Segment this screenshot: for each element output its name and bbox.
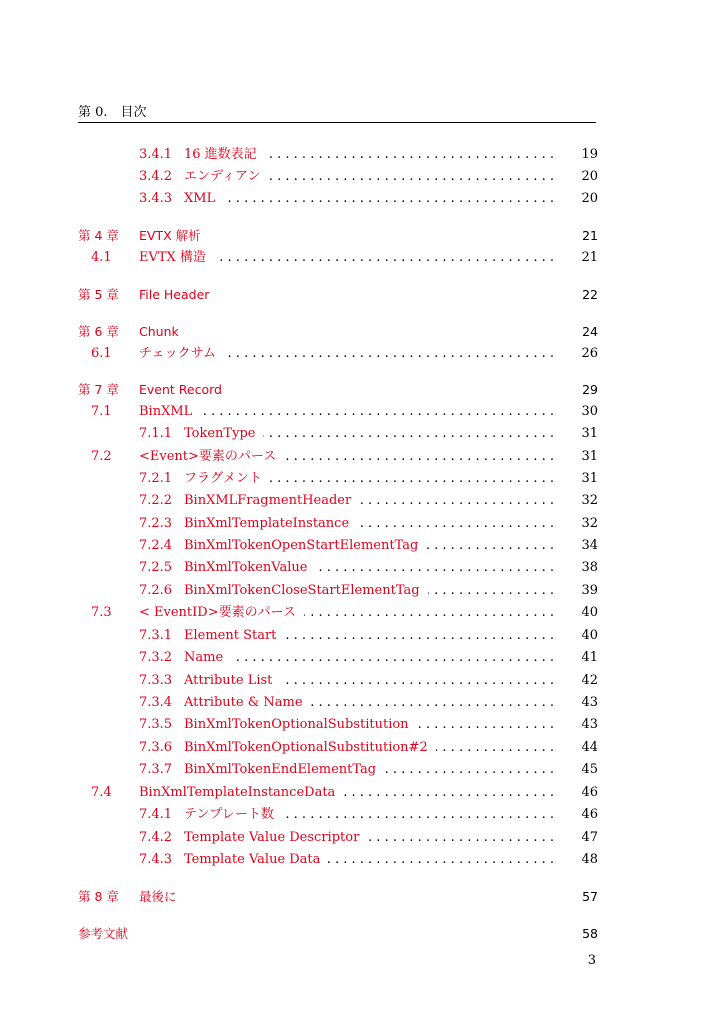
toc-entry-title: Template Value Data <box>184 852 321 867</box>
toc-entry-number: 7.3.7 <box>139 762 173 777</box>
toc-entry-number: 7.2 <box>91 449 112 464</box>
toc-entry-title: Attribute List <box>184 673 273 688</box>
toc-entry-page: 40 <box>581 628 598 643</box>
dot-leader <box>282 805 554 825</box>
toc-entry-title: BinXmlTokenCloseStartElementTag <box>184 583 420 598</box>
toc-entry-page: 19 <box>581 147 598 162</box>
toc-entry-title: BinXmlTokenOpenStartElementTag <box>184 538 419 553</box>
toc-entry-page: 20 <box>581 169 598 184</box>
toc-entry-number: 7.4 <box>91 785 112 800</box>
toc-entry-page: 26 <box>581 346 598 361</box>
toc-entry-page: 45 <box>581 762 598 777</box>
dot-leader <box>357 514 554 534</box>
toc-entry-title: 参考文献 <box>78 926 129 941</box>
toc-entry-number: 7.2.4 <box>139 538 173 553</box>
toc-entry[interactable] <box>78 693 598 713</box>
dot-leader <box>280 671 554 691</box>
dot-leader <box>268 167 554 187</box>
toc-entry-page: 31 <box>581 471 598 486</box>
toc-entry-title: Element Start <box>184 628 277 643</box>
toc-entry-title: BinXmlTokenOptionalSubstitution#2 <box>184 740 428 755</box>
dot-leader <box>304 603 554 623</box>
toc-entry-title: Name <box>184 650 224 665</box>
toc-entry-title: BinXmlTokenOptionalSubstitution <box>184 717 409 732</box>
toc-entry[interactable] <box>78 805 598 825</box>
toc-entry[interactable] <box>78 715 598 735</box>
toc-entry-title: EVTX 解析 <box>139 228 201 243</box>
toc-entry-page: 32 <box>581 516 598 531</box>
toc-entry[interactable] <box>78 402 598 422</box>
toc-entry-number: 7.1 <box>91 404 112 419</box>
toc-entry-page: 57 <box>582 889 598 904</box>
toc-entry-page: 44 <box>581 740 598 755</box>
toc-entry-number: 第 7 章 <box>78 382 119 397</box>
toc-entry-page: 47 <box>581 830 598 845</box>
toc-entry[interactable] <box>78 424 598 444</box>
toc-entry-title: TokenType <box>184 426 256 441</box>
toc-entry-page: 24 <box>582 324 598 339</box>
toc-entry[interactable] <box>78 447 598 467</box>
toc-entry-title: テンプレート数 <box>184 807 274 822</box>
toc-entry-page: 21 <box>582 228 598 243</box>
toc-entry-page: 34 <box>581 538 598 553</box>
toc-entry-page: 39 <box>581 583 598 598</box>
toc-entry-number: 3.4.3 <box>139 191 173 206</box>
toc-entry-title: BinXmlTokenEndElementTag <box>184 762 377 777</box>
toc-entry-number: 第 8 章 <box>78 889 119 904</box>
dot-leader <box>214 248 554 268</box>
toc-entry[interactable] <box>78 380 598 400</box>
dot-leader <box>436 738 554 758</box>
toc-entry-page: 38 <box>581 560 598 575</box>
toc-entry[interactable] <box>78 581 598 601</box>
toc-entry-number: 7.1.1 <box>139 426 173 441</box>
toc-entry[interactable] <box>78 145 598 165</box>
toc-entry-number: 7.3.4 <box>139 695 173 710</box>
dot-leader <box>428 581 554 601</box>
toc-entry-number: 7.2.3 <box>139 516 173 531</box>
toc-entry-page: 31 <box>581 449 598 464</box>
toc-entry[interactable] <box>78 850 598 870</box>
toc-entry[interactable] <box>78 285 598 305</box>
dot-leader <box>315 558 554 578</box>
toc-entry-number: 7.2.6 <box>139 583 173 598</box>
toc-entry-title: BinXMLFragmentHeader <box>184 493 352 508</box>
dot-leader <box>367 828 554 848</box>
toc-entry-page: 43 <box>581 695 598 710</box>
toc-entry-page: 58 <box>582 926 598 941</box>
toc-entry-page: 46 <box>581 785 598 800</box>
toc-entry-page: 42 <box>581 673 598 688</box>
toc-entry-number: 7.3.5 <box>139 717 173 732</box>
toc-entry[interactable] <box>78 322 598 342</box>
toc-entry[interactable] <box>78 248 598 268</box>
dot-leader <box>343 783 554 803</box>
running-header: 第 0. 目次 <box>78 105 147 120</box>
toc-entry-number: 7.4.3 <box>139 852 173 867</box>
dot-leader <box>231 648 554 668</box>
toc-entry[interactable] <box>78 558 598 578</box>
toc-entry-number: 第 6 章 <box>78 324 119 339</box>
toc-entry-title: 16 進数表記 <box>184 147 257 162</box>
toc-entry-number: 7.3 <box>91 605 112 620</box>
toc-entry[interactable] <box>78 671 598 691</box>
toc-entry-page: 20 <box>581 191 598 206</box>
toc-entry-title: File Header <box>139 287 210 302</box>
toc-entry[interactable] <box>78 536 598 556</box>
toc-entry[interactable] <box>78 491 598 511</box>
toc-entry[interactable] <box>78 344 598 364</box>
toc-entry[interactable] <box>78 226 598 246</box>
dot-leader <box>417 715 554 735</box>
toc-entry[interactable] <box>78 469 598 489</box>
toc-entry-title: BinXmlTemplateInstanceData <box>139 785 336 800</box>
toc-entry-number: 3.4.2 <box>139 169 173 184</box>
toc-entry-number: 3.4.1 <box>139 147 173 162</box>
toc-entry-title: エンディアン <box>184 169 261 184</box>
toc-entry-title: 最後に <box>139 889 177 904</box>
toc-entry-title: EVTX 構造 <box>139 250 206 265</box>
toc-entry-number: 7.3.1 <box>139 628 173 643</box>
toc-entry[interactable] <box>78 648 598 668</box>
dot-leader <box>426 536 554 556</box>
toc-entry-number: 7.4.1 <box>139 807 173 822</box>
toc-entry-page: 22 <box>582 287 598 302</box>
toc-entry-number: 7.3.3 <box>139 673 173 688</box>
toc-entry-title: Chunk <box>139 324 179 339</box>
toc-entry-page: 29 <box>582 382 598 397</box>
dot-leader <box>223 189 554 209</box>
dot-leader <box>200 402 554 422</box>
toc-entry[interactable] <box>78 167 598 187</box>
dot-leader <box>328 850 554 870</box>
dot-leader <box>270 469 554 489</box>
toc-entry[interactable] <box>78 760 598 780</box>
toc-entry-title: BinXmlTokenValue <box>184 560 308 575</box>
toc-entry[interactable] <box>78 603 598 623</box>
toc-entry-title: < EventID>要素のパース <box>139 605 296 620</box>
dot-leader <box>359 491 554 511</box>
toc-entry-title: チェックサム <box>139 346 216 361</box>
toc-entry-page: 48 <box>581 852 598 867</box>
dot-leader <box>384 760 554 780</box>
toc-entry-page: 41 <box>581 650 598 665</box>
toc-entry-number: 7.3.2 <box>139 650 173 665</box>
toc-entry-number: 7.2.2 <box>139 493 173 508</box>
dot-leader <box>224 344 554 364</box>
dot-leader <box>265 145 554 165</box>
toc-entry-number: 第 4 章 <box>78 228 119 243</box>
toc-entry-title: BinXML <box>139 404 193 419</box>
toc-entry-title: フラグメント <box>184 471 262 486</box>
toc-entry[interactable] <box>78 924 598 944</box>
toc-entry-page: 32 <box>581 493 598 508</box>
page-number: 3 <box>587 953 596 968</box>
toc-entry[interactable] <box>78 887 598 907</box>
toc-entry[interactable] <box>78 783 598 803</box>
dot-leader <box>311 693 554 713</box>
toc-entry[interactable] <box>78 626 598 646</box>
toc-entry-page: 30 <box>581 404 598 419</box>
toc-entry-title: <Event>要素のパース <box>139 449 277 464</box>
dot-leader <box>284 447 554 467</box>
toc-entry-title: BinXmlTemplateInstance <box>184 516 350 531</box>
toc-entry-page: 40 <box>581 605 598 620</box>
toc-entry-number: 第 5 章 <box>78 287 119 302</box>
dot-leader <box>284 626 554 646</box>
toc-entry-number: 7.4.2 <box>139 830 173 845</box>
toc-entry[interactable] <box>78 189 598 209</box>
toc-entry-title: Attribute & Name <box>184 695 303 710</box>
toc-entry-page: 43 <box>581 717 598 732</box>
toc-entry-number: 6.1 <box>91 346 112 361</box>
toc-entry-page: 21 <box>581 250 598 265</box>
toc-entry-page: 31 <box>581 426 598 441</box>
toc-entry-number: 7.3.6 <box>139 740 173 755</box>
toc-entry-title: Event Record <box>139 382 222 397</box>
toc-entry-page: 46 <box>581 807 598 822</box>
toc-entry-number: 7.2.1 <box>139 471 173 486</box>
toc-entry-number: 4.1 <box>91 250 112 265</box>
dot-leader <box>263 424 554 444</box>
toc-entry-title: Template Value Descriptor <box>184 830 360 845</box>
toc-entry-title: XML <box>184 191 216 206</box>
toc-entry[interactable] <box>78 514 598 534</box>
toc-entry[interactable] <box>78 828 598 848</box>
toc-entry-number: 7.2.5 <box>139 560 173 575</box>
toc-entry[interactable] <box>78 738 598 758</box>
